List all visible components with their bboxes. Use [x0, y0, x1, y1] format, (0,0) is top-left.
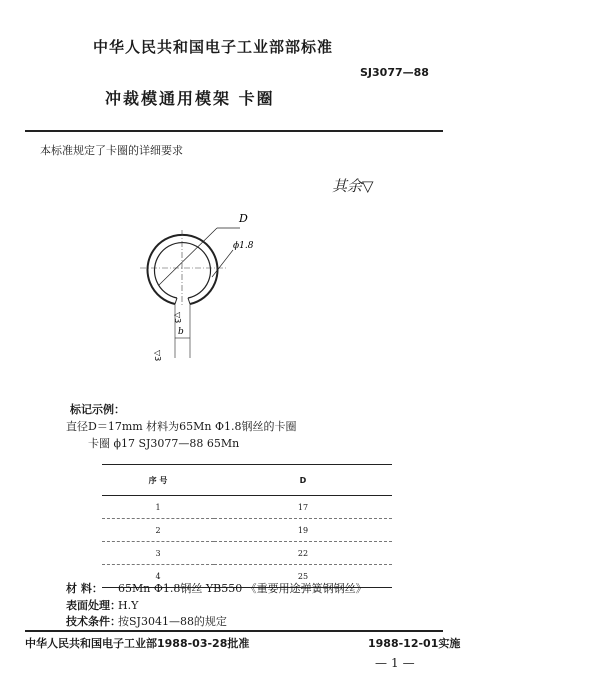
- material-spec: [66, 580, 367, 596]
- cell-index: 2: [155, 525, 161, 535]
- wire-label: ϕ1.8: [233, 241, 254, 251]
- tech-spec: [66, 613, 227, 629]
- approval-note: 中华人民共和国电子工业部1988-03-28批准: [25, 637, 250, 650]
- ring-shape: [148, 235, 218, 304]
- centerlines: [140, 230, 227, 305]
- scope-text: 本标准规定了卡圈的详细要求: [40, 144, 183, 157]
- cell-index: 1: [155, 502, 161, 512]
- header-d: D: [299, 475, 307, 485]
- effective-date: 1988-12-01实施: [368, 637, 461, 650]
- clamp-ring-drawing: [135, 200, 265, 375]
- roughness-note: 其余▽: [332, 177, 374, 195]
- diameter-leader: [159, 228, 217, 285]
- tech-label: 技术条件：: [66, 615, 121, 628]
- table-row: [102, 519, 392, 542]
- table-row: [102, 542, 392, 565]
- roughness-symbol-2: ▽3: [153, 350, 162, 362]
- wire-leader: [212, 250, 233, 277]
- organization-header: 中华人民共和国电子工业部部标准: [93, 38, 334, 56]
- footer-divider: [25, 630, 443, 632]
- diameter-label: D: [239, 212, 248, 225]
- header-index: 序 号: [148, 475, 168, 485]
- standard-code: SJ3077—88: [360, 66, 429, 79]
- cell-d: 19: [297, 525, 309, 535]
- cell-index: 3: [155, 548, 161, 558]
- document-title: 冲裁模通用模架 卡圈: [105, 89, 275, 108]
- table-row: [102, 496, 392, 519]
- tech-value: 按SJ3041—88的规定: [118, 615, 227, 628]
- size-table: [102, 464, 392, 588]
- page-number: —1—: [375, 656, 419, 670]
- marking-heading: 标记示例：: [70, 403, 125, 416]
- cell-d: 25: [297, 571, 309, 581]
- marking-line-1: 直径D＝17mm 材料为65Mn Φ1.8钢丝的卡圈: [66, 420, 297, 433]
- material-value: 65Mn Φ1.8钢丝 YB550 《重要用途弹簧钢钢丝》: [118, 582, 367, 595]
- surface-label: 表面处理：: [66, 599, 121, 612]
- surface-value: H.Y: [118, 599, 139, 612]
- table-header-row: [102, 465, 392, 496]
- surface-spec: [66, 597, 138, 613]
- material-label: 材 料：: [66, 582, 103, 595]
- title-divider: [25, 130, 443, 132]
- cell-d: 22: [297, 548, 309, 558]
- gap-label: b: [178, 327, 184, 337]
- roughness-symbol-1: ▽3: [173, 312, 182, 324]
- cell-d: 17: [297, 502, 309, 512]
- marking-line-2: 卡圈 ϕ17 SJ3077—88 65Mn: [88, 437, 240, 450]
- cell-index: 4: [155, 571, 161, 581]
